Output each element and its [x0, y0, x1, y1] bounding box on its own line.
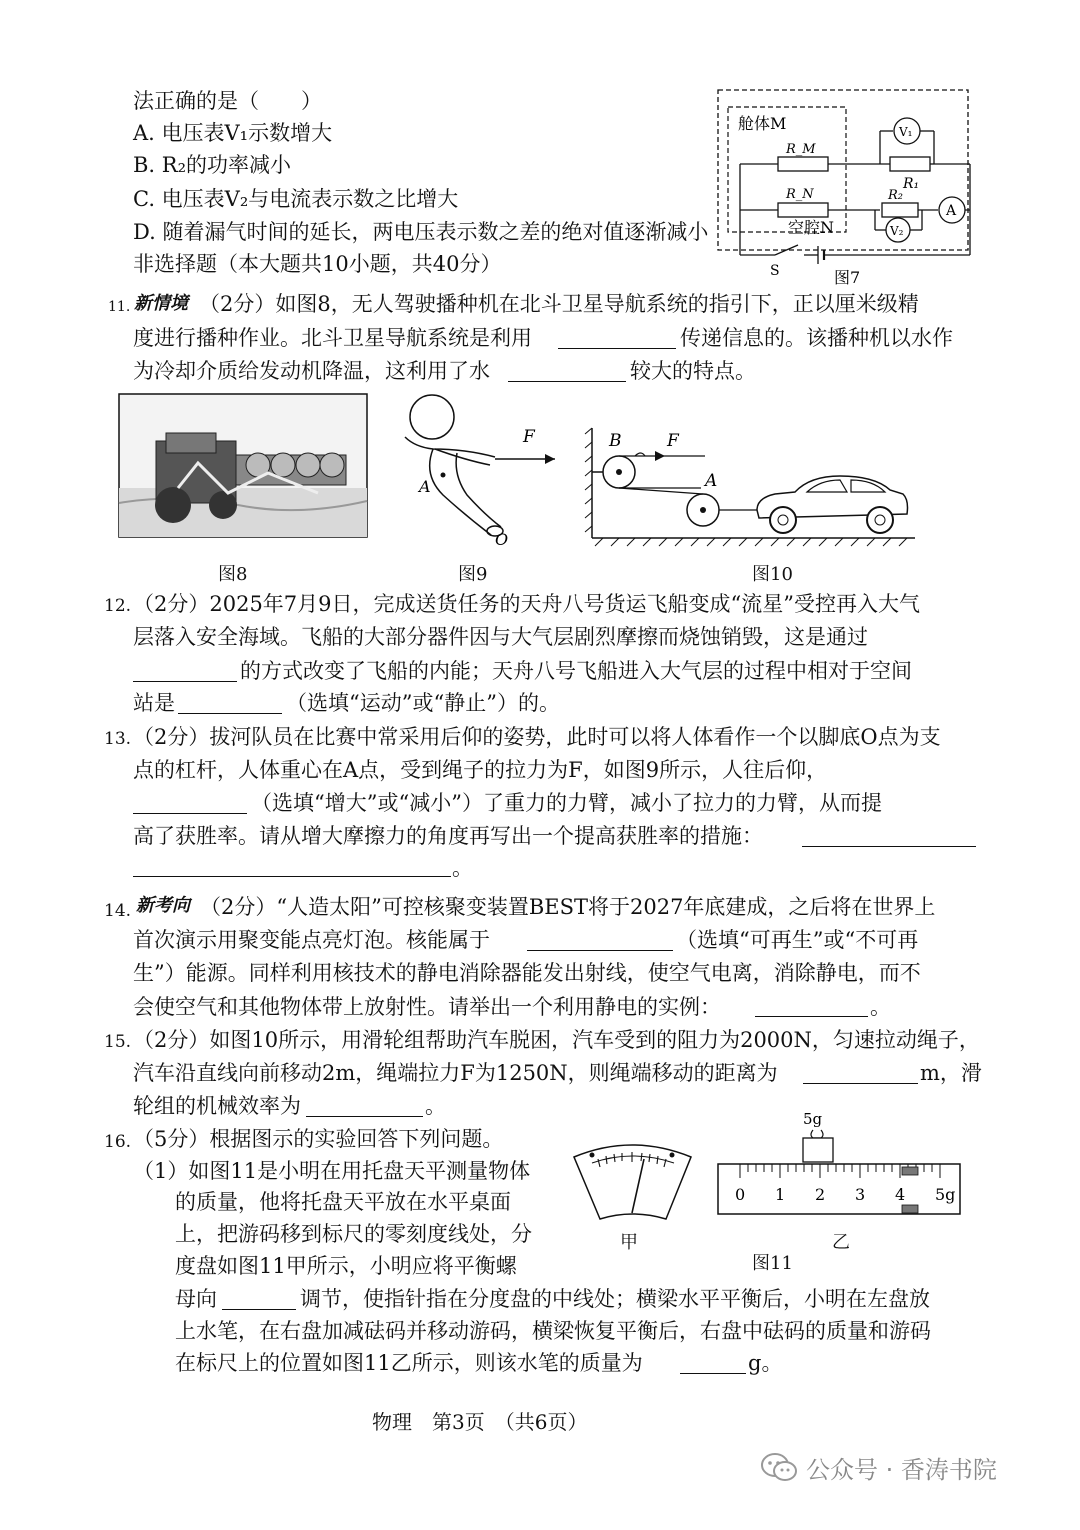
q11-line2a: 度进行播种作业。北斗卫星导航系统是利用: [133, 326, 532, 350]
q16-p6: 上水笔，在右盘加减砝码并移动游码，横梁恢复平衡后，右盘中砝码的质量和游码: [175, 1319, 931, 1343]
q11-blank-2[interactable]: [508, 381, 626, 382]
q12-line3b: 的方式改变了飞船的内能；天舟八号飞船进入大气层的过程中相对于空间: [240, 659, 912, 683]
q14-line4a: 会使空气和其他物体带上放射性。请举出一个利用静电的实例：: [133, 995, 721, 1019]
figure-11-jia-label: 甲: [620, 1232, 638, 1253]
fig9-force-label: F: [523, 427, 535, 447]
rider-top: [902, 1167, 918, 1175]
q14-blank-1[interactable]: [527, 950, 673, 951]
figure-7-circuit: [700, 85, 990, 290]
q16-p7a: 在标尺上的位置如图11乙所示，则该水笔的质量为: [175, 1351, 643, 1375]
q12-line4b: （选填“运动”或“静止”）的。: [286, 691, 560, 715]
resistor-r1: [890, 157, 930, 171]
figure-11-yi-label: 乙: [832, 1232, 850, 1253]
q12-blank-2[interactable]: [178, 713, 282, 714]
fig9-point-a: A: [419, 477, 431, 496]
q13-blank-2b[interactable]: [133, 876, 451, 877]
fig10-force-label: F: [667, 431, 679, 451]
q11-line3b: 较大的特点。: [630, 359, 756, 383]
q12-blank-1[interactable]: [133, 681, 237, 682]
q11-number: 11.: [108, 299, 131, 315]
q10-stem-tail: 法正确的是（ ）: [133, 89, 322, 113]
q14-line1: （2分）“人造太阳”可控核聚变装置BEST将于2027年底建成，之后将在世界上: [200, 895, 936, 919]
wechat-icon: [760, 1452, 798, 1484]
q13-blank-1[interactable]: [133, 813, 247, 814]
q16-line1: （5分）根据图示的实验回答下列问题。: [133, 1127, 504, 1151]
figure-9-drawing: [395, 395, 565, 549]
resistor-r2: [882, 203, 918, 217]
weight-label: 5g: [803, 1110, 823, 1128]
weight-block: [803, 1138, 833, 1162]
fig10-pulley-a-label: A: [705, 471, 718, 491]
figure-11-dial: [570, 1137, 695, 1227]
fig10-pulley-b-label: B: [609, 431, 622, 451]
figure-11-caption: 图11: [752, 1253, 793, 1274]
figure-10-drawing: [585, 428, 915, 548]
q14-line2b: （选填“可再生”或“不可再: [676, 928, 919, 952]
q13-line3b: （选填“增大”或“减小”）了重力的力臂，减小了拉力的力臂，从而提: [251, 791, 882, 815]
q15-blank-2[interactable]: [306, 1116, 423, 1117]
q14-badge: 新考向: [136, 895, 190, 916]
dial-pointer: [632, 1159, 644, 1213]
rn-label: R_N: [786, 187, 814, 202]
q13-line2: 点的杠杆，人体重心在A点，受到绳子的拉力为F，如图9所示，人往后仰，: [133, 758, 828, 782]
q11-line2b: 传递信息的。该播种机以水作: [680, 326, 953, 350]
figure-10-caption: 图10: [752, 564, 793, 585]
q16-p3: 上，把游码移到标尺的零刻度线处，分: [175, 1222, 532, 1246]
v1-label: V₁: [899, 125, 913, 139]
q15-line1: （2分）如图10所示，用滑轮组帮助汽车脱困，汽车受到的阻力为2000N，匀速拉动绳子，: [133, 1028, 980, 1052]
q14-blank-2[interactable]: [755, 1016, 868, 1017]
q16-p1: （1）如图11是小明在用托盘天平测量物体: [133, 1159, 531, 1183]
ammeter-label: A: [946, 203, 957, 219]
scale-tick-label: 0: [735, 1185, 746, 1204]
q16-p2: 的质量，他将托盘天平放在水平桌面: [175, 1190, 511, 1214]
q12-number: 12.: [104, 596, 132, 616]
resistor-rm: [778, 157, 828, 171]
q14-number: 14.: [104, 901, 132, 921]
v2-label: V₂: [890, 224, 904, 238]
q13-line4a: 高了获胜率。请从增大摩擦力的角度再写出一个提高获胜率的措施：: [133, 824, 763, 848]
q12-line1: （2分）2025年7月9日，完成送货任务的天舟八号货运飞船变成“流星”受控再入大气: [133, 592, 920, 616]
figure-8-photo: [118, 393, 368, 538]
scale-tick-label: 5g: [935, 1185, 956, 1204]
figure-9-caption: 图9: [458, 564, 488, 585]
resistor-rn: [778, 203, 828, 217]
q10-option-c: C. 电压表V₂与电流表示数之比增大: [133, 187, 459, 211]
q10-option-b: B. R₂的功率减小: [133, 153, 292, 177]
cavity-n-label: 空腔N: [788, 218, 835, 237]
switch-label: S: [770, 263, 780, 279]
q14-line3: 生”）能源。同样利用核技术的静电消除器能发出射线，使空气电离，消除静电，而不: [133, 961, 921, 985]
tractor-wheel: [155, 487, 191, 523]
watermark: [760, 1450, 997, 1485]
q16-p5a: 母向: [175, 1287, 217, 1311]
figure-11-scale: [715, 1108, 965, 1220]
q12-line4a: 站是: [133, 691, 175, 715]
figure-7-caption: 图7: [834, 268, 861, 287]
q11-line1: （2分）如图8，无人驾驶播种机在北斗卫星导航系统的指引下，正以厘米级精: [199, 292, 919, 316]
q15-line3b: 。: [425, 1094, 446, 1118]
q16-p4: 度盘如图11甲所示，小明应将平衡螺: [175, 1254, 517, 1278]
q14-line4b: 。: [870, 995, 891, 1019]
q16-blank-1[interactable]: [222, 1309, 296, 1310]
watermark-text: 公众号 · 香涛书院: [806, 1456, 997, 1484]
q10-option-d: D. 随着漏气时间的延长，两电压表示数之差的绝对值逐渐减小: [133, 220, 709, 244]
q11-blank-1[interactable]: [558, 348, 676, 349]
q10-option-a: A. 电压表V₁示数增大: [133, 121, 333, 145]
q12-line2: 层落入安全海域。飞船的大部分器件因与大气层剧烈摩擦而烧蚀销毁，这是通过: [133, 625, 868, 649]
q16-number: 16.: [104, 1132, 132, 1152]
r1-label: R₁: [903, 176, 920, 192]
page-footer: 物理 第3页 （共6页）: [372, 1410, 588, 1434]
q16-blank-2[interactable]: [680, 1373, 746, 1374]
q13-line1: （2分）拔河队员在比赛中常采用后仰的姿势，此时可以将人体看作一个以脚底O点为支: [133, 725, 941, 749]
figure-8-caption: 图8: [218, 564, 248, 585]
car-rear-wheel: [867, 507, 893, 533]
scale-tick-label: 3: [855, 1185, 866, 1204]
q13-line5b: 。: [452, 856, 473, 880]
scale-tick-label: 2: [815, 1185, 826, 1204]
car-front-wheel: [770, 507, 796, 533]
cabin-m-label: 舱体M: [738, 114, 787, 133]
scale-tick-label: 4: [895, 1185, 906, 1204]
q14-line2a: 首次演示用聚变能点亮灯泡。核能属于: [133, 928, 490, 952]
section-heading: 非选择题（本大题共10小题，共40分）: [133, 252, 502, 276]
q16-p7b: g。: [748, 1351, 783, 1375]
q11-line3a: 为冷却介质给发动机降温，这利用了水: [133, 359, 490, 383]
q15-line3a: 轮组的机械效率为: [133, 1094, 301, 1118]
fig9-point-o: O: [495, 530, 509, 549]
rider-bottom: [902, 1205, 918, 1213]
q15-blank-1[interactable]: [803, 1083, 918, 1084]
q15-line2a: 汽车沿直线向前移动2m，绳端拉力F为1250N，则绳端移动的距离为: [133, 1061, 778, 1085]
q13-number: 13.: [104, 729, 132, 749]
q13-blank-2a[interactable]: [802, 846, 976, 847]
q15-number: 15.: [104, 1032, 132, 1052]
q16-p5b: 调节，使指针指在分度盘的中线处；横梁水平平衡后，小明在左盘放: [300, 1287, 930, 1311]
q15-line2b: m，滑: [920, 1061, 982, 1085]
q11-badge: 新情境: [134, 293, 188, 314]
r2-label: R₂: [888, 188, 903, 203]
scale-tick-label: 1: [775, 1185, 786, 1204]
rm-label: R_M: [786, 142, 816, 157]
